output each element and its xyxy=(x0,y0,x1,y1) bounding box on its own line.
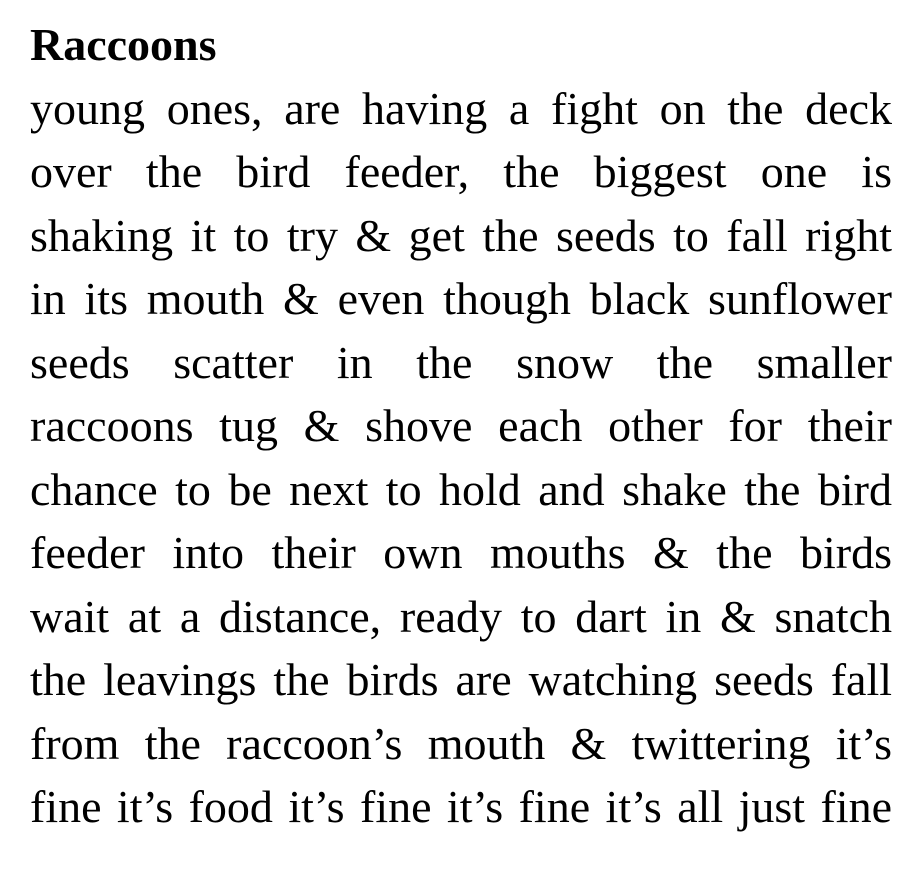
poem-line: over the bird feeder, the biggest one is xyxy=(30,146,892,197)
poem-line: seeds scatter in the snow the smaller xyxy=(30,336,892,388)
poem-line: chance to be next to hold and shake the bird xyxy=(30,463,892,515)
poem-line: shaking it to try & get the seeds to fall right xyxy=(30,209,892,261)
poem-line: feeder into their own mouths & the birds xyxy=(30,527,892,578)
poem-line: from the raccoon’s mouth & twittering it’s xyxy=(30,717,892,769)
poem-line: wait at a distance, ready to dart in & snatch xyxy=(30,590,892,642)
poem-line: the leavings the birds are watching seeds fall xyxy=(30,654,892,705)
poem-title: Raccoons xyxy=(30,19,217,70)
poem-line: raccoons tug & shove each other for their xyxy=(30,400,892,451)
poem-line: young ones, are having a fight on the deck xyxy=(30,82,892,134)
poem-line: in its mouth & even though black sunflower xyxy=(30,273,892,324)
poem-line: fine it’s food it’s fine it’s fine it’s all just fine xyxy=(30,781,892,832)
